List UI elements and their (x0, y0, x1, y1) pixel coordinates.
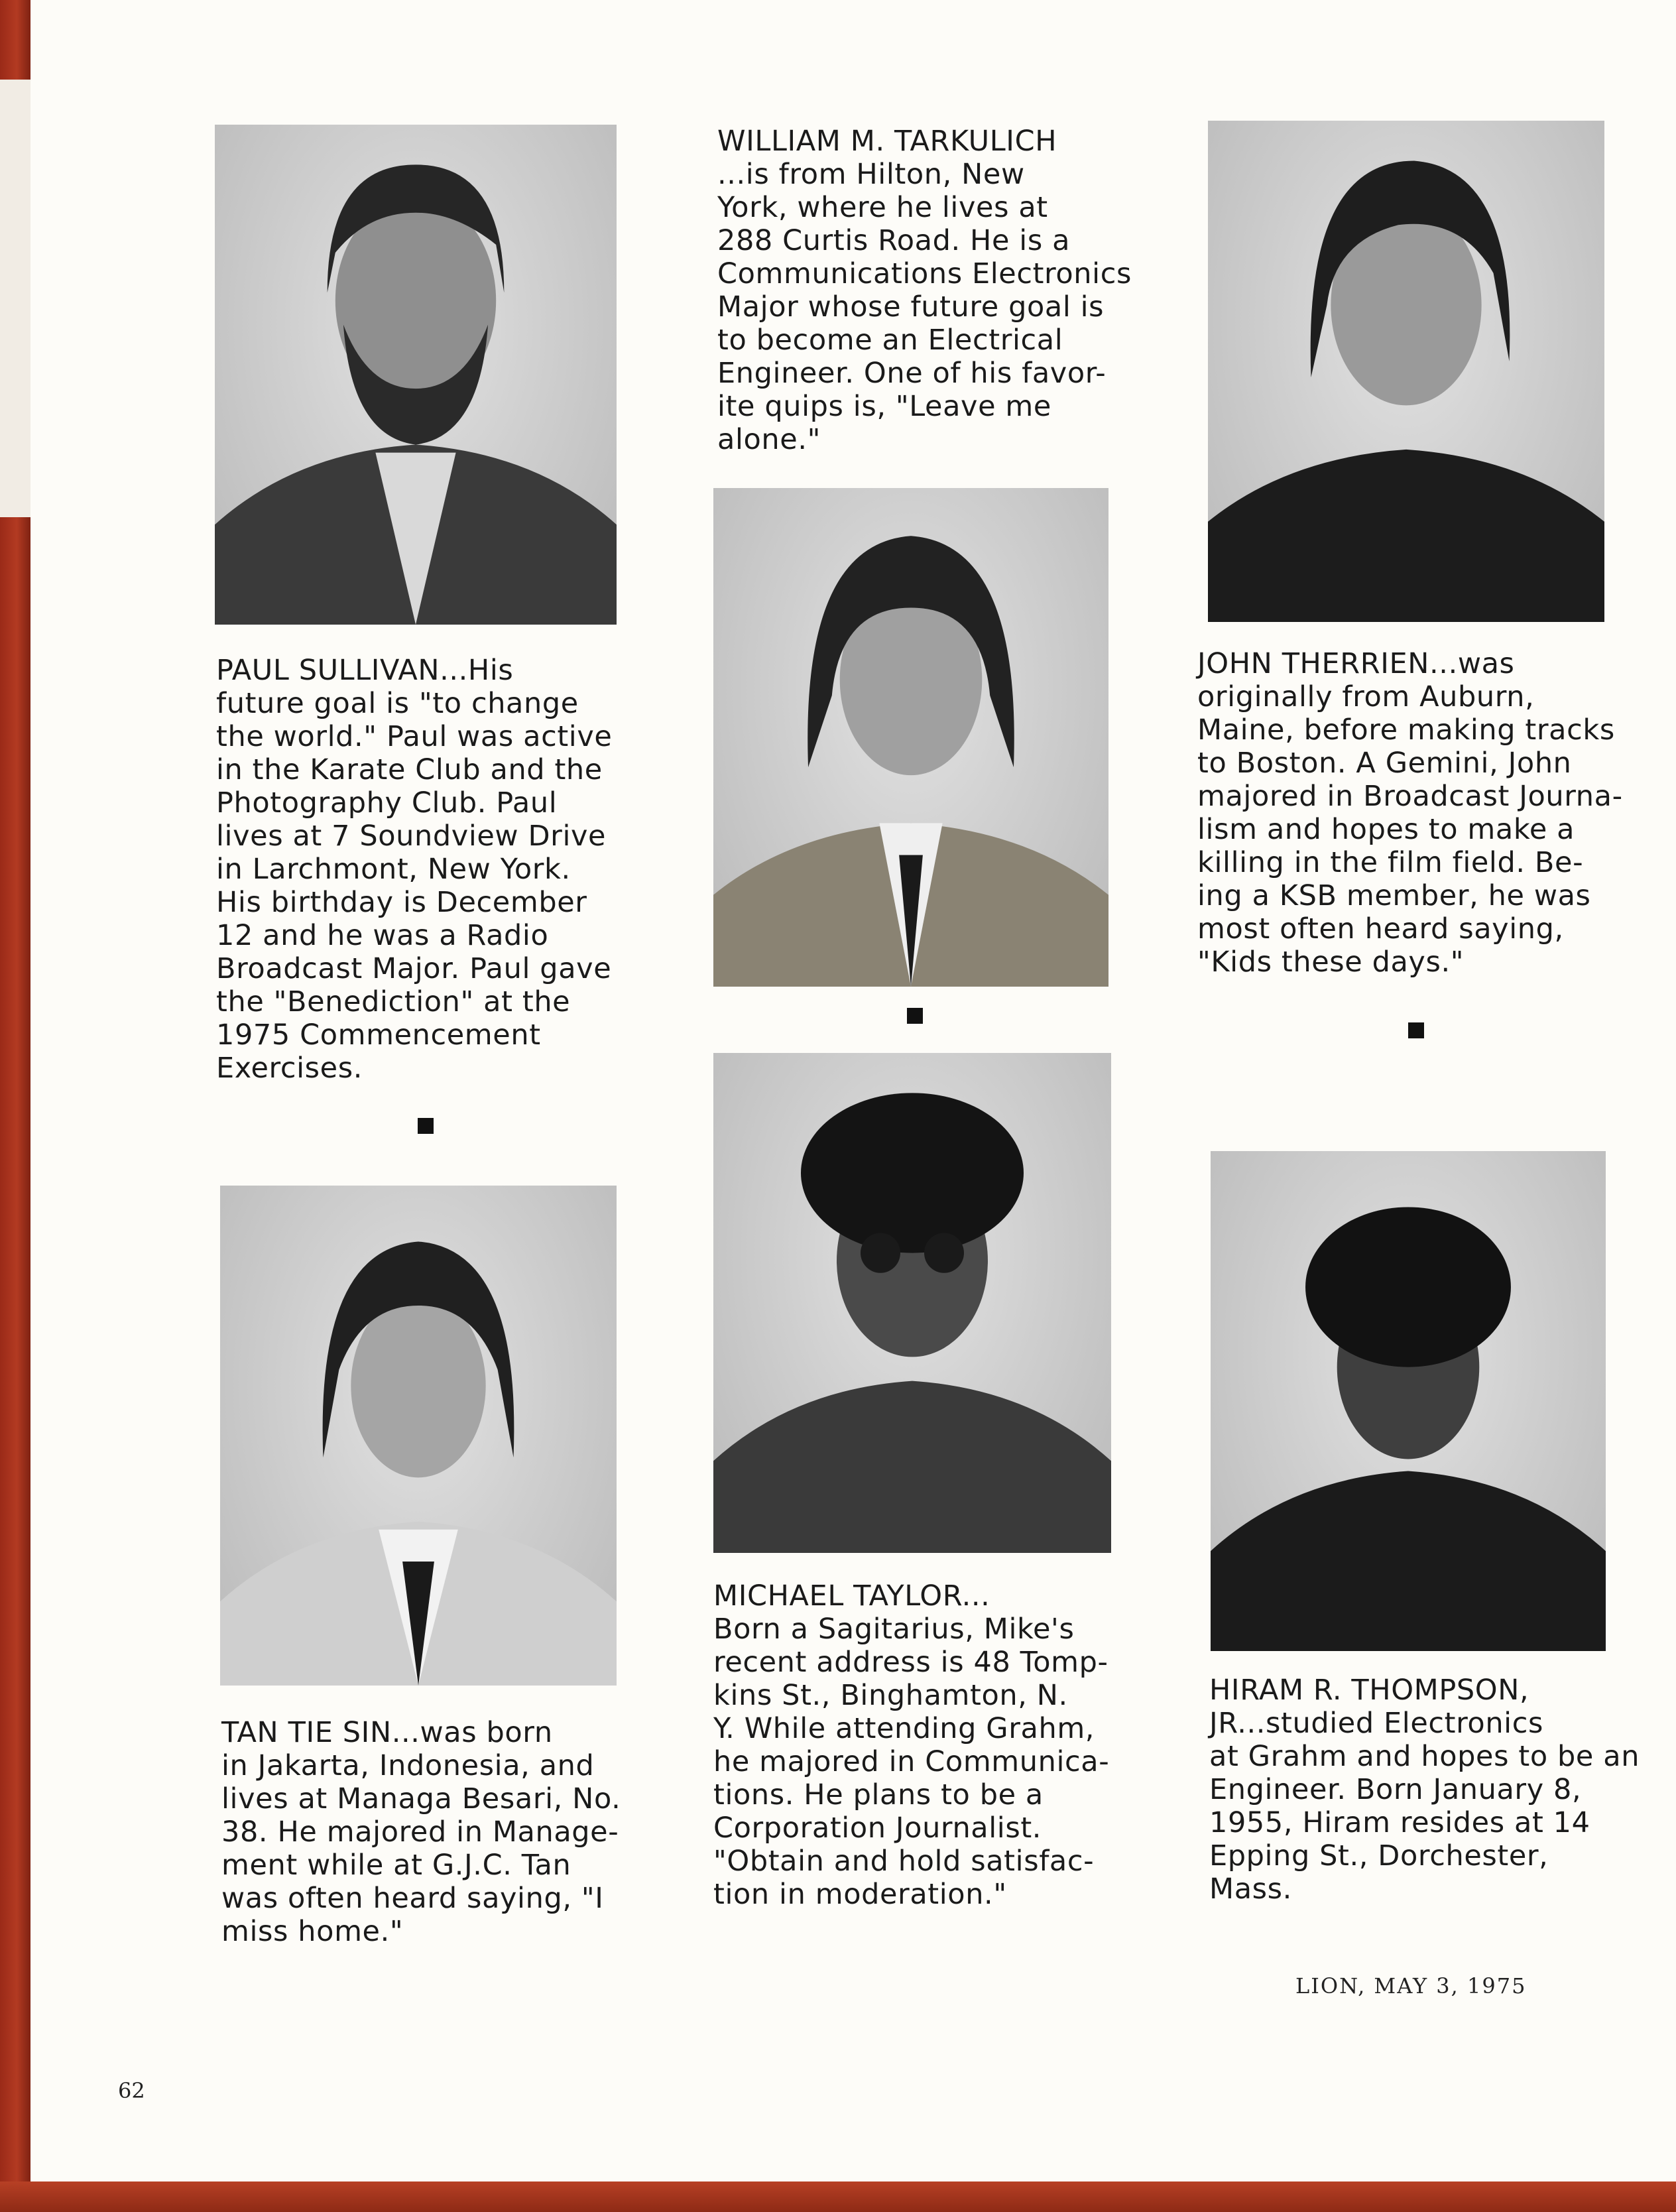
bio-hiram-thompson: HIRAM R. THOMPSON, JR...studied Electronics at Grahm and hopes to be an Engineer. Born January 8, 1955, Hiram resides at 14 Epping St., Dorchester, Mass. (1209, 1674, 1640, 1906)
portrait-photo-hiram-thompson (1211, 1151, 1606, 1651)
section-divider-bullet (418, 1118, 434, 1134)
cover-highlight (0, 80, 30, 517)
bio-john-therrien: JOHN THERRIEN...was originally from Auburn, Maine, before making tracks to Boston. A Gemini, John majored in Broadcast Journa- lism and hopes to make a killing in the film field. Be- ing a KSB member, he was most often heard saying, "Kids these days." (1197, 647, 1623, 979)
portrait-photo-paul-sullivan (215, 125, 617, 625)
book-cover-edge-bottom (0, 2181, 1676, 2212)
portrait-photo-william-tarkulich (713, 488, 1108, 987)
page-number: 62 (118, 2078, 145, 2103)
portrait-photo-tan-tie-sin (220, 1186, 617, 1686)
portrait-photo-michael-taylor (713, 1053, 1111, 1553)
bio-tan-tie-sin: TAN TIE SIN...was born in Jakarta, Indonesia, and lives at Managa Besari, No. 38. He majored in Manage- ment while at G.J.C. Tan was often heard saying, "I miss home." (221, 1716, 621, 1948)
bio-paul-sullivan: PAUL SULLIVAN...His future goal is "to change the world." Paul was active in the Karate Club and the Photography Club. Paul lives at 7 Soundview Drive in Larchmont, New York. His birthday is December 12 and he was a Radio Broadcast Major. Paul gave the "Benediction" at the 1975 Commencement Exercises. (216, 654, 613, 1085)
section-divider-bullet (1408, 1022, 1424, 1038)
section-divider-bullet (907, 1008, 923, 1024)
bio-michael-taylor: MICHAEL TAYLOR... Born a Sagitarius, Mike's recent address is 48 Tomp- kins St., Binghamton, N. Y. While attending Grahm, he majored in Communica- tions. He plans to be a Corporation Journalist. "Obtain and hold satisfac- tion in moderation." (713, 1579, 1110, 1911)
portrait-photo-john-therrien (1208, 121, 1604, 622)
book-cover-edge-left (0, 0, 30, 2212)
bio-william-tarkulich: WILLIAM M. TARKULICH ...is from Hilton, New York, where he lives at 288 Curtis Road. He is a Communications Electronics Major whose future goal is to become an Electrical Engineer. One of his favor- ite quips is, "Leave me alone." (717, 125, 1132, 456)
issue-date-caption: LION, MAY 3, 1975 (1295, 1973, 1527, 1998)
